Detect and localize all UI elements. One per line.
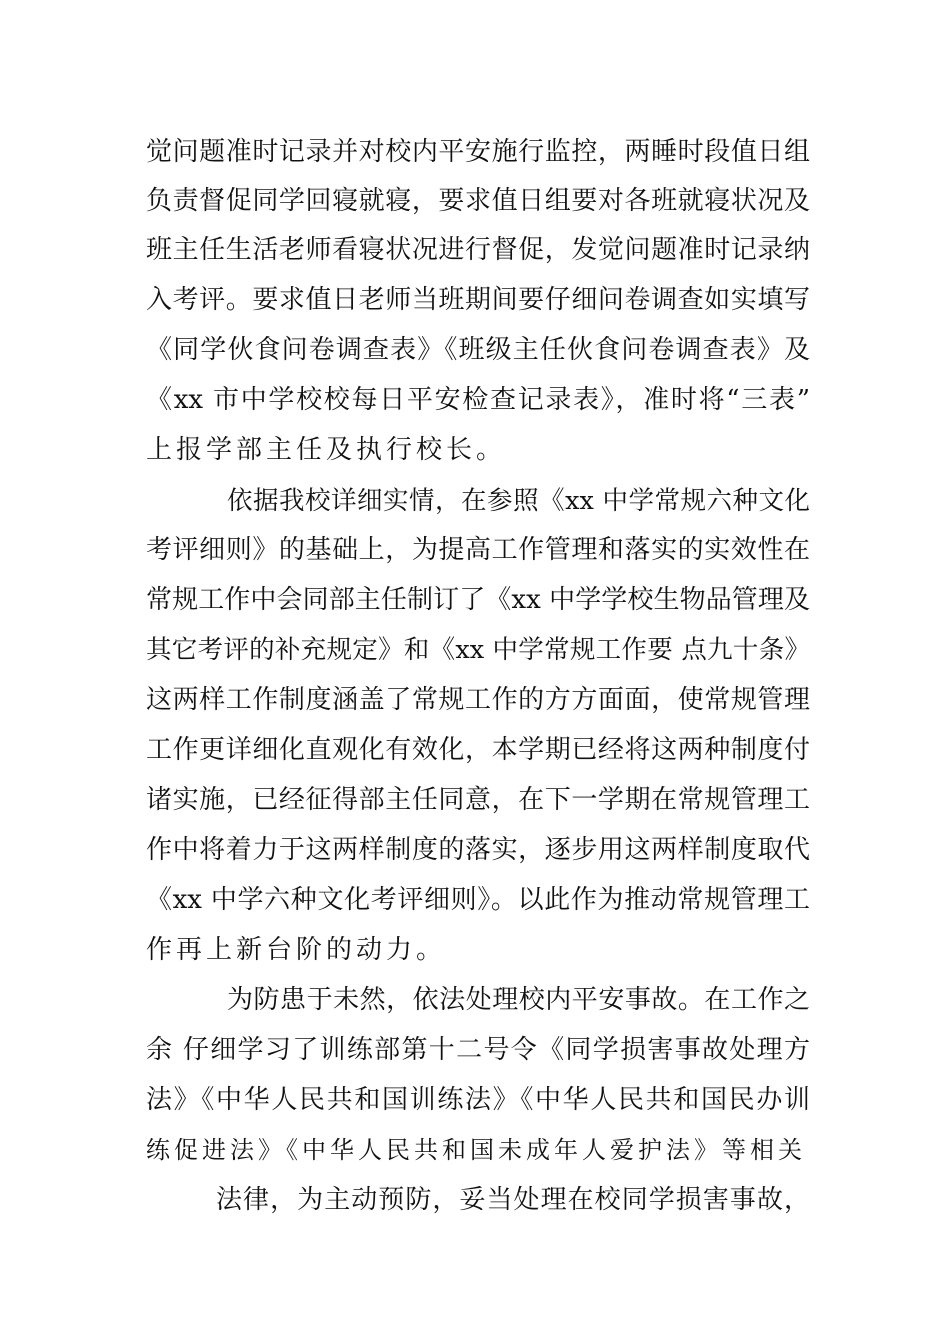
paragraph-1-line-1: 觉问题准时记录并对校内平安施行监控，两睡时段值日组 bbox=[146, 137, 810, 167]
paragraph-3-line-1: 为防患于未然，依法处理校内平安事故。在工作之 bbox=[227, 985, 810, 1015]
paragraph-2-line-7: 诸实施，已经征得部主任同意，在下一学期在常规管理工 bbox=[146, 785, 810, 815]
paragraph-2-line-6: 工作更详细化直观化有效化，本学期已经将这两种制度付 bbox=[146, 735, 810, 765]
paragraph-1-line-5: 《同学伙食问卷调查表》《班级主任伙食问卷调查表》及 bbox=[146, 335, 810, 365]
paragraph-2-line-3: 常规工作中会同部主任制订了《xx 中学学校生物品管理及 bbox=[146, 585, 810, 615]
paragraph-2-line-5: 这两样工作制度涵盖了常规工作的方方面面，使常规管理 bbox=[146, 685, 810, 715]
paragraph-3-line-2: 余 仔细学习了训练部第十二号令《同学损害事故处理方 bbox=[146, 1035, 810, 1065]
paragraph-1-line-7: 上报学部主任及执行校长。 bbox=[146, 435, 507, 465]
paragraph-2-line-1: 依据我校详细实情，在参照《xx 中学常规六种文化 bbox=[227, 486, 810, 516]
paragraph-2-line-8: 作中将着力于这两样制度的落实，逐步用这两样制度取代 bbox=[146, 835, 810, 865]
paragraph-1-line-2: 负责督促同学回寝就寝，要求值日组要对各班就寝状况及 bbox=[146, 186, 810, 216]
paragraph-2-line-9: 《xx 中学六种文化考评细则》。以此作为推动常规管理工 bbox=[146, 885, 810, 915]
paragraph-1-line-3: 班主任生活老师看寝状况进行督促，发觉问题准时记录纳 bbox=[146, 235, 810, 265]
paragraph-2-line-2: 考评细则》的基础上，为提高工作管理和落实的实效性在 bbox=[146, 535, 810, 565]
paragraph-1-line-6: 《xx 市中学校校每日平安检查记录表》，准时将“三表” bbox=[146, 385, 810, 415]
paragraph-4-line-1: 法律，为主动预防，妥当处理在校同学损害事故， bbox=[216, 1185, 810, 1215]
paragraph-2-line-4: 其它考评的补充规定》和《xx 中学常规工作要 点九十条》 bbox=[146, 635, 810, 665]
paragraph-3-line-3: 法》《中华人民共和国训练法》《中华人民共和国民办训 bbox=[146, 1085, 810, 1115]
paragraph-1-line-4: 入考评。要求值日老师当班期间要仔细问卷调查如实填写 bbox=[146, 285, 810, 315]
paragraph-2-line-10: 作再上新台阶的动力。 bbox=[146, 935, 447, 965]
paragraph-3-line-4: 练促进法》《中华人民共和国未成年人爱护法》等相关 bbox=[146, 1136, 806, 1164]
